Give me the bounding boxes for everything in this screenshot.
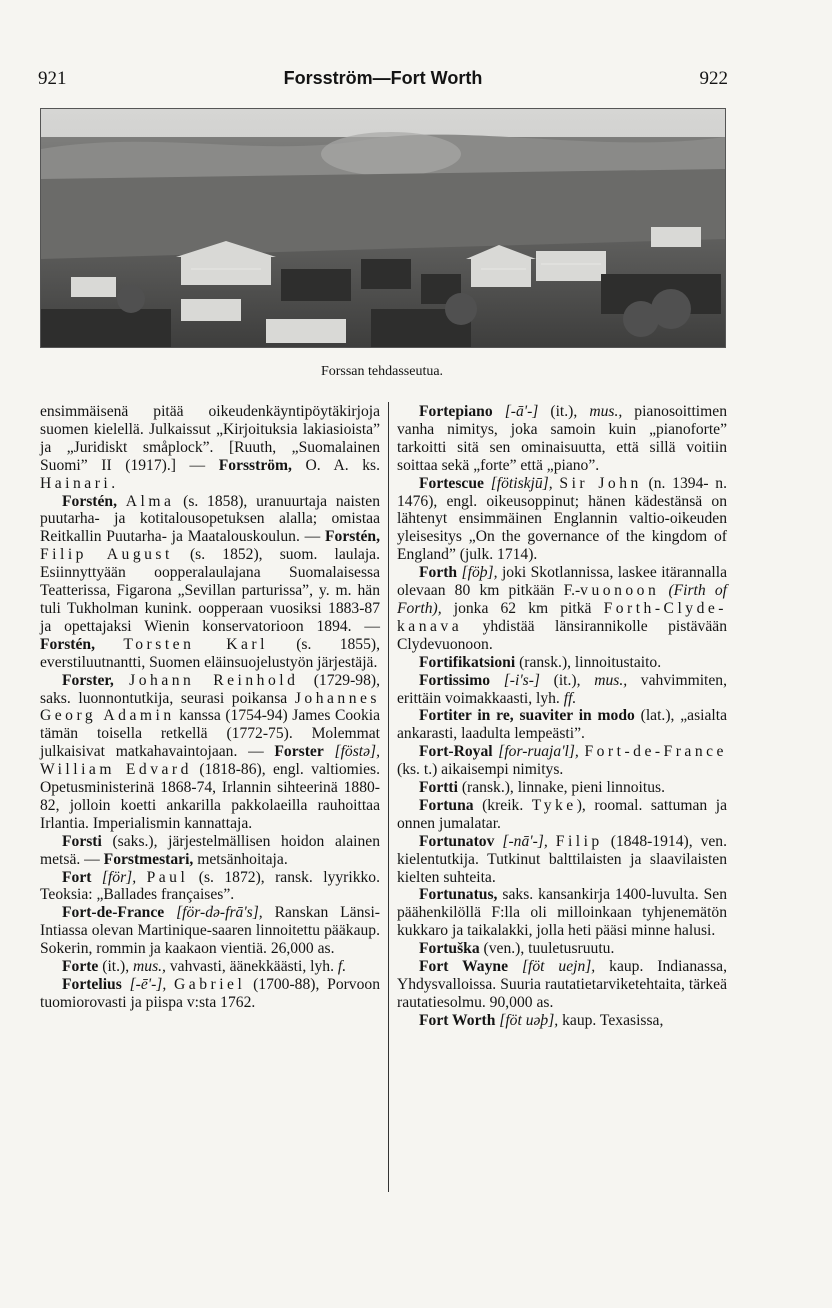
running-title: Forsström—Fort Worth	[283, 68, 483, 88]
dictionary-entry	[397, 1012, 727, 1030]
entry-headword: Forstmestari,	[103, 850, 194, 868]
dictionary-entry	[397, 564, 727, 654]
entry-headword: Fortescue	[419, 474, 484, 492]
entry-text: jonka 62 km pitkä	[441, 599, 604, 617]
dictionary-entry	[40, 904, 380, 958]
entry-text	[548, 833, 556, 850]
entry-headword: Forstén,	[40, 635, 95, 653]
entry-name-spaced: Tyke	[531, 796, 577, 814]
entry-text: (saks.), järjestelmällisen hoidon alainen metsä. —	[40, 832, 380, 868]
entry-pronunciation: mus.,	[594, 671, 628, 689]
entry-text: (ransk.), linnake, pieni linnoitus.	[457, 779, 665, 797]
entry-text	[117, 493, 126, 510]
entry-name-spaced: Alma	[125, 492, 175, 510]
dictionary-entry	[397, 475, 727, 565]
entry-headword: Fortissimo	[419, 671, 491, 689]
entry-text: yhdistää länsirannikolle pistävään Clydevuonoon.	[397, 617, 727, 653]
entry-text: metsänhoitaja.	[193, 850, 288, 868]
entry-pronunciation: f.	[337, 958, 347, 976]
entry-headword: Fortiter in re, suaviter in modo	[419, 707, 635, 725]
entry-name-spaced: vuonoon	[580, 582, 660, 600]
dictionary-entry	[40, 976, 380, 1012]
entry-headword: Fort-Royal	[419, 743, 493, 761]
entry-pronunciation: ff.	[563, 689, 577, 707]
dictionary-entry	[40, 672, 380, 833]
dictionary-entry	[40, 833, 380, 869]
entry-text: kanssa (1754-94) James Cookia tämän toisella retkellä (1772-75). Molemmat julkaisivat matkahavaintojaan. —	[40, 707, 380, 761]
entry-headword: Forster,	[62, 671, 114, 689]
page-header	[38, 64, 728, 94]
entry-text: (it.),	[98, 958, 134, 976]
entry-text: (ransk.), linnoitustaito.	[515, 653, 662, 671]
entry-text	[324, 743, 335, 760]
dictionary-entry	[397, 797, 727, 833]
entry-headword: Fortifikatsioni	[419, 653, 516, 671]
entry-text: ensimmäisenä pitää oikeudenkäyntipöytäkirjoja suomen kielellä. Julkaissut „Kirjoituksia lakiasioista” ja „Juridiskt småplock”. [Ruuth, „Suomalainen Suomi” II (1917).] —	[40, 403, 380, 474]
entry-name-spaced: William Edvard	[40, 761, 192, 779]
entry-text: (1729-98), saks. luonnontutkija, seurasi poikansa	[40, 671, 380, 707]
entry-headword: Forstén,	[62, 492, 117, 510]
entry-name-spaced: Fort-de-France	[584, 743, 727, 761]
entry-text: (s. 1855), everstiluutnantti, Suomen eläinsuojelustyön järjestäjä.	[40, 635, 380, 671]
dictionary-entry	[397, 707, 727, 743]
entry-headword: Forsström,	[218, 456, 292, 474]
dictionary-entry	[397, 403, 727, 475]
entry-text: (kreik.	[473, 796, 532, 814]
entry-headword: Fort Worth	[419, 1011, 496, 1029]
entry-text: vahvasti, äänekkäästi, lyh.	[165, 958, 338, 976]
entry-headword: Forster	[274, 743, 324, 761]
entry-headword: Forsti	[62, 832, 102, 850]
entry-text	[508, 958, 522, 975]
figure-caption: Forssan tehdasseutua.	[320, 364, 444, 379]
entry-name-spaced: Gabriel	[174, 976, 246, 993]
entry-pronunciation: mus.,	[133, 958, 166, 976]
entry-headword: Forte	[62, 958, 99, 976]
entry-pronunciation: [for-ruaja'l],	[498, 743, 579, 761]
entry-text	[484, 475, 491, 492]
entry-text: (n. 1394- n. 1476), engl. oikeusoppinut; hänen kädestänsä on lähtenyt ensimmäinen Englannin valtio-oikeuden yleisesitys „On the governance of the kingdom of England” (julk. 1714).	[397, 474, 727, 564]
entry-text: kaup. Texasissa,	[558, 1011, 664, 1029]
entry-name-spaced: Torsten Karl	[123, 635, 268, 653]
left-column	[40, 403, 380, 1012]
entry-text	[95, 636, 123, 653]
entry-text	[493, 403, 505, 420]
entry-text	[490, 672, 504, 689]
dictionary-entry	[397, 958, 727, 1012]
dictionary-entry	[40, 403, 380, 493]
column-divider	[388, 402, 389, 1192]
entry-headword: Fortelius	[62, 976, 122, 993]
entry-text: joki Skotlannissa, laskee itärannalla olevaan 80 km pitkään F.-	[397, 564, 727, 600]
entry-headword: Forth	[419, 564, 458, 582]
dictionary-entry	[397, 886, 727, 940]
entry-text: vahvimmiten, erittäin voimakkaasti, lyh.	[397, 671, 727, 707]
entry-name-spaced: Filip	[555, 832, 603, 850]
entry-pronunciation: [för],	[101, 868, 137, 886]
entry-text	[136, 869, 146, 886]
dictionary-entry	[40, 958, 380, 976]
entry-headword: Fort	[62, 868, 92, 886]
entry-text	[122, 976, 130, 993]
dictionary-entry	[397, 672, 727, 708]
entry-pronunciation: [föþ],	[461, 564, 498, 582]
entry-text: (1818-86), engl. valtiomies. Opetusministerinä 1868-74, Irlannin sihteerinä 1880-82, jolloin koetti ankarilla pakkolaeilla rauhoittaa Irlantia. Imperialismin kannattaja.	[40, 761, 381, 832]
entry-text: (1848-1914), ven. kielentutkija. Tutkinut balttilaisten ja slaavilaisten kielten suhteita.	[397, 832, 728, 886]
entry-pronunciation: [-i's-]	[503, 671, 540, 689]
entry-text	[91, 869, 101, 886]
entry-name-spaced: Johann Reinhold	[129, 671, 299, 689]
entry-name-spaced: Filip August	[40, 546, 173, 564]
entry-pronunciation: [föt uejn],	[521, 958, 596, 976]
dictionary-entry	[397, 779, 727, 797]
entry-pronunciation: [fötiskjū],	[490, 474, 553, 492]
right-column	[397, 403, 727, 1030]
entry-text: (it.),	[539, 671, 595, 689]
dictionary-entry	[397, 833, 727, 887]
entry-text	[164, 904, 176, 921]
entry-text: ), roomal. sattuman ja onnen jumalatar.	[397, 796, 727, 832]
entry-headword: Fortepiano	[419, 403, 493, 420]
entry-name-spaced: Hainari.	[40, 474, 119, 492]
entry-name-spaced: Johannes Georg Adamin	[40, 689, 380, 725]
entry-headword: Fortuna	[419, 796, 474, 814]
dictionary-entry	[40, 869, 380, 905]
entry-text: Ranskan Länsi-Intiassa olevan Martinique-saaren linnoitettu pääkaup. Sokerin, rommin ja kaakaon vientiä. 26,000 as.	[40, 904, 380, 958]
entry-name-spaced: Forth-Clyde-kanava	[397, 599, 727, 635]
dictionary-entry	[397, 743, 727, 779]
town-photograph	[40, 108, 726, 348]
entry-text: (s. 1872), ransk. lyyrikko. Teoksia: „Ballades françaises”.	[40, 868, 380, 904]
entry-text: O. A. ks.	[291, 456, 380, 474]
entry-pronunciation: [föt uəþ],	[499, 1011, 559, 1029]
entry-text: (1700-88), Porvoon tuomiorovasti ja piispa v:sta 1762.	[40, 976, 380, 1011]
entry-headword: Fortunatus,	[419, 886, 498, 904]
entry-headword: Fort Wayne	[419, 958, 508, 976]
entry-headword: Fortunatov	[419, 832, 495, 850]
entry-pronunciation: [-ā'-]	[504, 403, 539, 420]
entry-text: kaup. Indianassa, Yhdysvalloissa. Suuria rautatietarviketehtaita, tärkeä rautatiesolmu. 90,000 as.	[397, 958, 727, 1011]
entry-text: (s. 1858), uranuurtaja naisten puutarha- ja kotitalousopetuksen alalla; omistaa Reitkallin Puutarha- ja Maatalouskoulun. —	[40, 492, 380, 546]
entry-headword: Fort-de-France	[62, 904, 165, 922]
dictionary-entry	[397, 654, 727, 672]
entry-headword: Fortti	[419, 779, 458, 797]
entry-name-spaced: Paul	[146, 868, 189, 886]
page-number-right: 922	[699, 68, 728, 89]
entry-text: (ven.), tuuletusruutu.	[479, 940, 615, 958]
entry-text	[166, 976, 174, 993]
entry-text: (s. 1852), suom. laulaja. Esiinnyttyään oopperalaulajana Suomalaisessa Teatterissa, Figarona „Sevillan parturissa”, y. m. hän tuli Tukholman kunink. oopperaan vuosiksi 1883-87 ja opettajaksi Wienin konservatorioon 1894. —	[40, 546, 380, 635]
entry-pronunciation: [föstə],	[334, 743, 380, 761]
entry-pronunciation: (Firth of Forth),	[397, 582, 728, 617]
dictionary-entry	[40, 493, 380, 672]
entry-pronunciation: [-nā'-],	[502, 832, 548, 850]
entry-headword: Forstén,	[325, 528, 380, 546]
entry-pronunciation: [för-də-frā's],	[176, 904, 263, 922]
entry-pronunciation: mus.,	[589, 403, 623, 420]
entry-pronunciation: [-ē'-],	[129, 976, 167, 993]
entry-name-spaced: Sir John	[559, 474, 642, 492]
entry-text: (it.),	[538, 403, 590, 420]
entry-text: (ks. t.) aikaisempi nimitys.	[397, 761, 564, 779]
entry-text: saks. kansankirja 1400-luvulta. Sen päähenkilöllä F:lla oli milloinkaan tyhjenemätön kukkaro ja taikalakki, jolla heti pääsi minne halusi.	[397, 886, 727, 940]
entry-text: (lat.), „asialta ankarasti, laadulta lempeästi”.	[397, 707, 727, 743]
dictionary-entry	[397, 940, 727, 958]
entry-text: pianosoittimen vanha nimitys, joka samoin kuin „pianoforte” tarkoitti sitä sen ominaisuutta, että sillä voitiin soittaa sekä „forte” että „piano”.	[397, 403, 727, 474]
entry-headword: Fortuška	[419, 940, 480, 958]
entry-text	[114, 672, 129, 689]
page-number-left: 921	[38, 68, 67, 89]
